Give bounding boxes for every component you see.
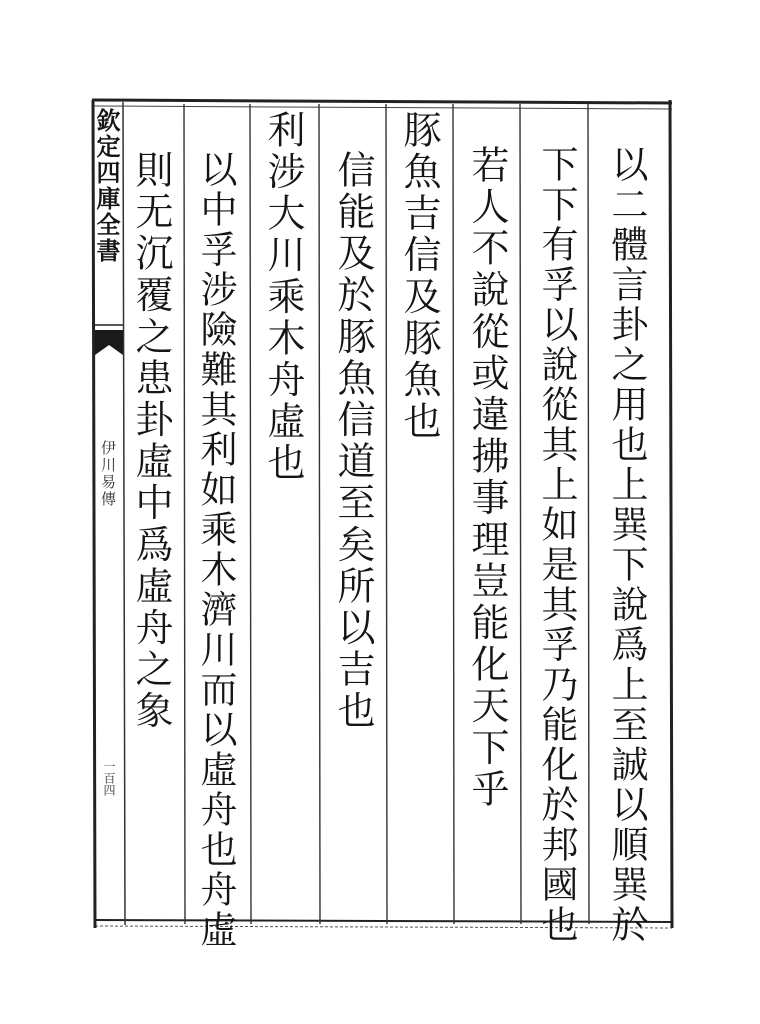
fish-tail-ornament: [95, 330, 123, 355]
text-column-8: 則无沉覆之患卦虛中爲虛舟之象: [129, 150, 173, 733]
page-number: 一百四: [102, 760, 116, 796]
margin-divider: [123, 102, 125, 925]
bottom-border: [95, 920, 672, 922]
text-column-2: 下下有孚以說從其上如是其孚乃能化於邦國也: [535, 145, 578, 945]
top-border: [92, 100, 672, 103]
bottom-border-inner: [95, 926, 672, 928]
column-dividers: [184, 104, 589, 924]
text-column-5: 信能及於豚魚信道至矣所以吉也: [331, 150, 375, 733]
text-column-7: 以中孚涉險難其利如乘木濟川而以虛舟也舟虛: [194, 150, 237, 950]
text-column-3: 若人不說從或違拂事理豈能化天下乎: [465, 145, 509, 811]
text-column-1: 以二體言卦之用也上巽下說爲上至誠以順巽於: [605, 145, 648, 945]
text-column-4: 豚魚吉信及豚魚也: [397, 110, 441, 443]
top-border-inner: [92, 106, 672, 109]
book-title: 伊川易傳: [99, 440, 117, 508]
text-column-6: 利涉大川乘木舟虛也: [261, 110, 305, 485]
collection-title: 欽定四庫全書: [92, 108, 121, 264]
right-border: [670, 100, 672, 928]
